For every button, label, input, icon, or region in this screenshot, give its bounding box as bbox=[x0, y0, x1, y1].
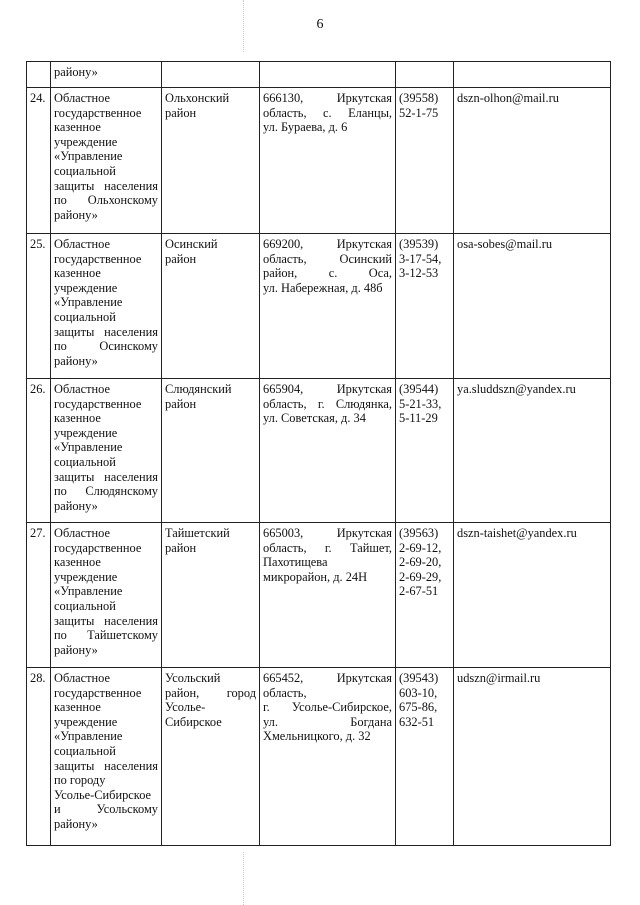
name-line: защиты населения bbox=[54, 178, 158, 193]
num-cell: 27. bbox=[27, 523, 51, 668]
name-cell bbox=[51, 88, 162, 234]
area-line: район, город bbox=[165, 685, 256, 700]
name-line: Областное bbox=[54, 382, 111, 396]
address-cell bbox=[260, 523, 396, 668]
email-cell: osa-sobes@mail.ru bbox=[454, 234, 611, 379]
address-line: 665003, Иркутская bbox=[263, 526, 392, 540]
address-line: область, г. Тайшет, bbox=[263, 540, 392, 555]
address-line: Хмельницкого, д. 32 bbox=[263, 729, 371, 744]
name-line: казенное bbox=[54, 700, 101, 715]
area-line: район bbox=[165, 105, 197, 120]
area-cell bbox=[162, 234, 260, 379]
name-line: учреждение bbox=[54, 280, 118, 295]
name-line: по Осинскому bbox=[54, 339, 158, 354]
phone-cell bbox=[396, 668, 454, 846]
address-line: 669200, Иркутская bbox=[263, 237, 392, 251]
name-line: учреждение bbox=[54, 569, 118, 584]
phone-line: (39539) bbox=[399, 237, 439, 251]
area-line: район bbox=[165, 251, 197, 266]
area-line: Слюдянский bbox=[165, 382, 232, 396]
phone-line: (39558) bbox=[399, 91, 439, 105]
address-line: 666130, Иркутская bbox=[263, 91, 392, 105]
table-row bbox=[27, 379, 611, 523]
name-line: району» bbox=[54, 642, 98, 657]
email-cell: dszn-olhon@mail.ru bbox=[454, 88, 611, 234]
address-line: район, с. Оса, bbox=[263, 266, 392, 281]
phone-line: 2-69-12, bbox=[399, 540, 442, 555]
name-line: «Управление bbox=[54, 440, 123, 455]
table-row bbox=[27, 523, 611, 668]
name-line: защиты населения bbox=[54, 324, 158, 339]
name-line: казенное bbox=[54, 555, 101, 570]
phone-cell bbox=[396, 234, 454, 379]
email-cell: udszn@irmail.ru bbox=[454, 668, 611, 846]
name-cell bbox=[51, 668, 162, 846]
name-line: защиты населения bbox=[54, 469, 158, 484]
name-line: учреждение bbox=[54, 134, 118, 149]
phone-cell bbox=[396, 88, 454, 234]
name-line: государственное bbox=[54, 251, 142, 266]
name-line: «Управление bbox=[54, 584, 123, 599]
address-line: микрорайон, д. 24Н bbox=[263, 569, 368, 584]
phone-line: (39543) bbox=[399, 671, 439, 685]
area-cell bbox=[162, 523, 260, 668]
phone-cell bbox=[396, 379, 454, 523]
area-cell bbox=[162, 88, 260, 234]
address-line: г. Усолье-Сибирское, bbox=[263, 700, 392, 715]
name-line: Областное bbox=[54, 526, 111, 540]
area-cell bbox=[162, 379, 260, 523]
num-cell: 25. bbox=[27, 234, 51, 379]
name-line: учреждение bbox=[54, 714, 118, 729]
address-cell bbox=[260, 379, 396, 523]
name-line: по Тайшетскому bbox=[54, 628, 158, 643]
table-row bbox=[27, 88, 611, 234]
num-cell: 28. bbox=[27, 668, 51, 846]
fold-line-bottom bbox=[243, 852, 245, 905]
name-line: по Слюдянскому bbox=[54, 484, 158, 499]
area-cell bbox=[162, 668, 260, 846]
name-line: району» bbox=[54, 498, 98, 513]
address-line: ул. Бураева, д. 6 bbox=[263, 120, 348, 135]
phone-line: 675-86, bbox=[399, 700, 438, 715]
phone-line: 52-1-75 bbox=[399, 105, 439, 120]
area-line: Осинский bbox=[165, 237, 218, 251]
name-line: казенное bbox=[54, 266, 101, 281]
name-line: Областное bbox=[54, 91, 111, 105]
phone-line: 5-11-29 bbox=[399, 411, 438, 426]
name-line: по городу bbox=[54, 773, 106, 788]
name-line: «Управление bbox=[54, 149, 123, 164]
name-line: государственное bbox=[54, 685, 142, 700]
area-line: Тайшетский bbox=[165, 526, 230, 540]
phone-line: 3-12-53 bbox=[399, 266, 439, 281]
address-line: ул. Советская, д. 34 bbox=[263, 411, 366, 426]
name-line: «Управление bbox=[54, 729, 123, 744]
phone-line: 5-21-33, bbox=[399, 396, 442, 411]
name-line: Областное bbox=[54, 671, 111, 685]
address-line: ул. Набережная, д. 48б bbox=[263, 280, 383, 295]
phone-line: 2-67-51 bbox=[399, 584, 439, 599]
name-line: социальной bbox=[54, 163, 116, 178]
phone-cell bbox=[396, 62, 454, 88]
name-line: защиты населения bbox=[54, 613, 158, 628]
name-line: и Усольскому bbox=[54, 802, 158, 817]
address-line: область, bbox=[263, 685, 307, 700]
name-cell bbox=[51, 234, 162, 379]
table-row bbox=[27, 668, 611, 846]
address-cell bbox=[260, 668, 396, 846]
name-cell bbox=[51, 379, 162, 523]
address-line: область, г. Слюдянка, bbox=[263, 396, 392, 411]
name-line: социальной bbox=[54, 454, 116, 469]
address-line: Пахотищева bbox=[263, 555, 328, 570]
name-line: учреждение bbox=[54, 425, 118, 440]
name-line: казенное bbox=[54, 120, 101, 135]
area-line: Сибирское bbox=[165, 714, 222, 729]
name-line: государственное bbox=[54, 396, 142, 411]
area-line: район bbox=[165, 540, 197, 555]
name-line: социальной bbox=[54, 598, 116, 613]
page-number: 6 bbox=[316, 17, 324, 32]
address-cell bbox=[260, 234, 396, 379]
area-line: район bbox=[165, 396, 197, 411]
address-line: 665904, Иркутская bbox=[263, 382, 392, 396]
num-cell: 26. bbox=[27, 379, 51, 523]
name-line: по Ольхонскому bbox=[54, 193, 158, 208]
phone-line: 632-51 bbox=[399, 714, 435, 729]
name-line: государственное bbox=[54, 540, 142, 555]
num-cell: 24. bbox=[27, 88, 51, 234]
phone-cell bbox=[396, 523, 454, 668]
num-cell bbox=[27, 62, 51, 88]
area-line: Ольхонский bbox=[165, 91, 230, 105]
address-cell bbox=[260, 88, 396, 234]
name-line: Усолье-Сибирское bbox=[54, 787, 152, 802]
name-cell bbox=[51, 62, 162, 88]
name-line: социальной bbox=[54, 743, 116, 758]
table-row-continuation bbox=[27, 62, 611, 88]
phone-line: (39544) bbox=[399, 382, 439, 396]
name-cell bbox=[51, 523, 162, 668]
area-line: Усольский bbox=[165, 671, 221, 685]
name-line: социальной bbox=[54, 309, 116, 324]
name-line: Областное bbox=[54, 237, 111, 251]
phone-line: (39563) bbox=[399, 526, 439, 540]
fold-line-top bbox=[243, 0, 245, 52]
name-line: казенное bbox=[54, 411, 101, 426]
address-line: область, с. Еланцы, bbox=[263, 105, 392, 120]
name-line: району» bbox=[54, 65, 98, 79]
phone-line: 3-17-54, bbox=[399, 251, 442, 266]
address-line: ул. Богдана bbox=[263, 714, 392, 729]
phone-line: 2-69-29, bbox=[399, 569, 442, 584]
address-cell bbox=[260, 62, 396, 88]
name-line: защиты населения bbox=[54, 758, 158, 773]
email-cell: dszn-taishet@yandex.ru bbox=[454, 523, 611, 668]
name-line: району» bbox=[54, 816, 98, 831]
name-line: государственное bbox=[54, 105, 142, 120]
table-row bbox=[27, 234, 611, 379]
phone-line: 2-69-20, bbox=[399, 555, 442, 570]
email-cell bbox=[454, 62, 611, 88]
phone-line: 603-10, bbox=[399, 685, 438, 700]
name-line: «Управление bbox=[54, 295, 123, 310]
name-line: району» bbox=[54, 207, 98, 222]
institutions-table bbox=[26, 61, 611, 846]
email-cell: ya.sluddszn@yandex.ru bbox=[454, 379, 611, 523]
area-line: Усолье- bbox=[165, 700, 206, 715]
address-line: 665452, Иркутская bbox=[263, 671, 392, 685]
address-line: область, Осинский bbox=[263, 251, 392, 266]
area-cell bbox=[162, 62, 260, 88]
name-line: району» bbox=[54, 353, 98, 368]
